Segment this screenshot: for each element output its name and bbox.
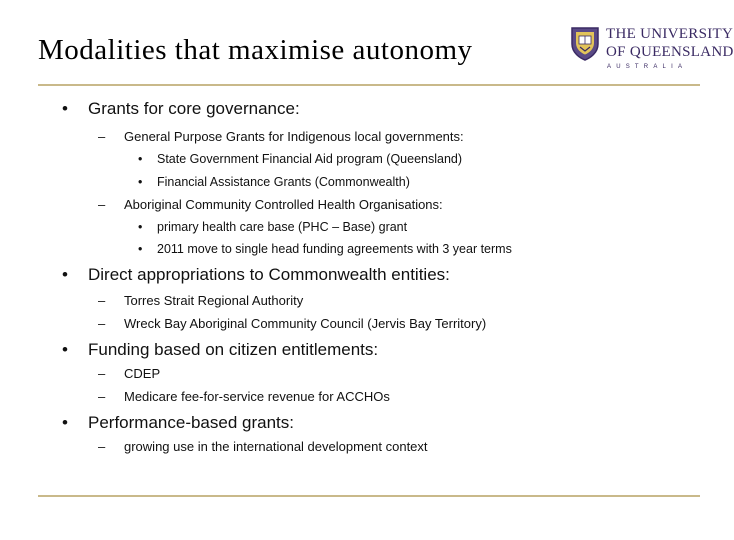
bullet-dot: • bbox=[138, 152, 143, 166]
bullet-item: Direct appropriations to Commonwealth entities: bbox=[88, 265, 450, 284]
sub-sub-bullet-item: 2011 move to single head funding agreements with 3 year terms bbox=[157, 242, 512, 256]
sub-bullet-item: Wreck Bay Aboriginal Community Council (Jervis Bay Territory) bbox=[124, 316, 487, 331]
sub-bullet-item: Medicare fee-for-service revenue for ACCHOs bbox=[124, 389, 390, 404]
sub-sub-bullet-item: primary health care base (PHC – Base) grant bbox=[157, 220, 408, 234]
title-divider bbox=[38, 84, 700, 86]
dash-marker: – bbox=[98, 129, 106, 144]
sub-bullet-item: Torres Strait Regional Authority bbox=[124, 293, 304, 308]
footer-divider bbox=[38, 495, 700, 497]
bullet-item: Funding based on citizen entitlements: bbox=[88, 340, 379, 359]
sub-bullet-item: growing use in the international development context bbox=[124, 439, 428, 454]
dash-marker: – bbox=[98, 293, 106, 308]
bullet-dot: • bbox=[62, 340, 68, 359]
logo-text-line1: THE UNIVERSITY bbox=[606, 26, 734, 42]
university-logo bbox=[570, 26, 734, 76]
dash-marker: – bbox=[98, 389, 106, 404]
sub-sub-bullet-item: Financial Assistance Grants (Commonwealth) bbox=[157, 175, 410, 189]
dash-marker: – bbox=[98, 197, 106, 212]
slide-title: Modalities that maximise autonomy bbox=[38, 34, 473, 66]
bullet-dot: • bbox=[138, 220, 143, 234]
bullet-item: Performance-based grants: bbox=[88, 413, 294, 432]
bullet-item: Grants for core governance: bbox=[88, 99, 300, 118]
bullet-dot: • bbox=[138, 175, 143, 189]
logo-text-line3: AUSTRALIA bbox=[607, 64, 688, 70]
sub-bullet-item: Aboriginal Community Controlled Health Organisations: bbox=[124, 197, 443, 212]
sub-bullet-item: CDEP bbox=[124, 366, 161, 381]
bullet-dot: • bbox=[138, 242, 143, 256]
dash-marker: – bbox=[98, 439, 106, 454]
bullet-dot: • bbox=[62, 265, 68, 284]
dash-marker: – bbox=[98, 316, 106, 331]
logo-text-line2: OF QUEENSLAND bbox=[606, 44, 734, 60]
sub-sub-bullet-item: State Government Financial Aid program (Queensland) bbox=[157, 152, 463, 166]
bullet-dot: • bbox=[62, 99, 68, 118]
dash-marker: – bbox=[98, 366, 106, 381]
bullet-dot: • bbox=[62, 413, 68, 432]
sub-bullet-item: General Purpose Grants for Indigenous local governments: bbox=[124, 129, 464, 144]
uq-crest-icon bbox=[570, 26, 600, 62]
